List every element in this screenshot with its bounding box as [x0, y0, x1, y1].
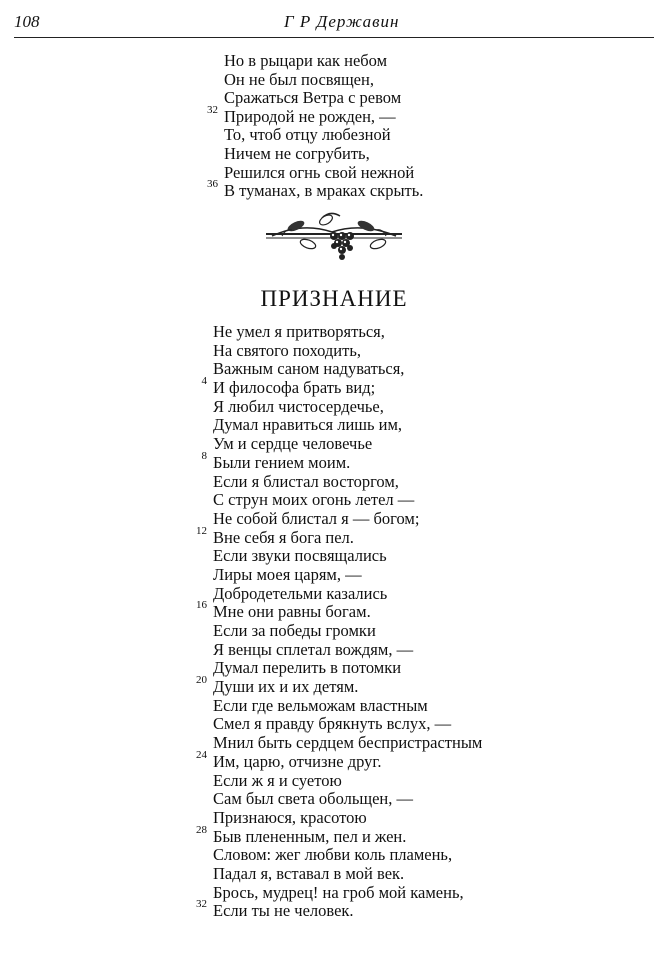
line-number: 36 — [207, 178, 218, 191]
poem-line-text: Вне себя я бога пел. — [213, 527, 354, 547]
poem-line — [224, 145, 423, 164]
poem-line-text: Добродетельми казались — [213, 583, 388, 603]
poem-line-text: Ум и сердце человечье — [213, 434, 373, 454]
poem-line — [213, 846, 482, 865]
poem-line-text: Если ж я и суетою — [213, 770, 342, 790]
poem-line-text: Если за победы громки — [213, 621, 376, 640]
line-number: 4 — [201, 375, 207, 388]
poem-line-text: И философа брать вид; — [213, 378, 376, 398]
poem-line — [213, 360, 482, 379]
poem-line — [213, 734, 482, 753]
poem-line — [201, 449, 482, 473]
poem-line — [213, 641, 482, 660]
poem-line-text: С струн моих огонь летел — — [213, 490, 415, 510]
poem-line-text: Мне они равны богам. — [213, 602, 371, 622]
poem-line-text: Если ты не человек. — [213, 901, 354, 921]
poem-line — [213, 697, 482, 716]
header-rule — [14, 37, 654, 38]
poem-line — [224, 126, 423, 145]
poem-line — [213, 491, 482, 510]
poem-line — [213, 865, 482, 884]
poem-line-text: Важным саном надуваться, — [213, 359, 405, 379]
poem-line-text: Мнил быть сердцем беспристрастным — [213, 733, 483, 753]
line-number: 16 — [196, 599, 207, 612]
poem-line-text: Думал нравиться лишь им, — [213, 415, 403, 435]
poem-line-text: Не собой блистал я — богом; — [213, 508, 420, 528]
poem-line — [224, 89, 423, 108]
line-number: 28 — [196, 823, 207, 836]
poem-line — [213, 510, 482, 529]
grape-vine-ornament-icon — [262, 208, 406, 262]
poem-line — [213, 547, 482, 566]
poem-line — [213, 884, 482, 903]
line-number: 12 — [196, 524, 207, 537]
poem-line-text: Словом: жег любви коль пламень, — [213, 845, 453, 865]
poem-line-text: Падал я, вставал в мой век. — [213, 863, 405, 883]
poem-line — [196, 898, 482, 921]
poem-line-text: Сам был света обольщен, — — [213, 789, 413, 809]
poem-line — [213, 566, 482, 585]
poem-line-text: То, чтоб отцу любезной — [224, 125, 391, 145]
poem-line — [213, 416, 482, 435]
line-number: 8 — [201, 449, 207, 462]
poem-line — [224, 71, 423, 90]
line-number: 32 — [196, 898, 207, 911]
poem-line-text: Были гением моим. — [213, 452, 351, 472]
poem-line — [196, 823, 482, 847]
poem-line — [207, 103, 423, 127]
poem-line-text: Ничем не согрубить, — [224, 143, 370, 163]
line-number: 20 — [196, 674, 207, 687]
poem-line-text: Если где вельможам властным — [213, 695, 428, 715]
poem-line-text: Лиры моея царям, — — [213, 564, 362, 584]
poem-fragment — [207, 51, 424, 201]
poem-line-text: Брось, мудрец! на гроб мой камень, — [213, 882, 464, 902]
poem-line — [224, 52, 423, 71]
poem-line — [213, 790, 482, 809]
poem-body — [196, 322, 483, 921]
poem-line — [213, 772, 482, 791]
poem-line — [196, 524, 482, 548]
poem-line-text: Я венцы сплетал вождям, — — [213, 639, 414, 659]
poem-line-text: Не умел я притворяться, — [213, 322, 385, 341]
poem-line — [213, 323, 482, 342]
poem-line-text: Признаюся, красотою — [213, 807, 367, 827]
poem-line — [213, 715, 482, 734]
poem-line — [213, 342, 482, 361]
poem-line — [196, 674, 482, 697]
poem-line-text: Им, царю, отчизне друг. — [213, 751, 382, 771]
poem-line — [196, 599, 482, 622]
poem-line-text: Сражаться Ветра с ревом — [224, 88, 402, 108]
poem-line-text: Если я блистал восторгом, — [213, 471, 399, 491]
poem-line — [213, 622, 482, 641]
poem-line-text: В туманах, в мраках скрыть. — [224, 181, 424, 201]
poem-line — [213, 398, 482, 417]
running-title: Г Р Державин — [284, 12, 400, 31]
poem-title: ПРИЗНАНИЕ — [260, 286, 408, 311]
page-header — [0, 0, 668, 40]
poem-line-text: Думал перелить в потомки — [213, 658, 402, 678]
poem-line-text: Если звуки посвящались — [213, 546, 387, 566]
poem-line-text: Он не был посвящен, — [224, 69, 374, 89]
poem-line — [224, 164, 423, 183]
page-number: 108 — [14, 12, 40, 31]
poem-line-text: Природой не рожден, — — [224, 106, 396, 126]
poem-line — [213, 809, 482, 828]
poem-line — [196, 748, 482, 772]
poem-line — [207, 178, 424, 201]
poem-line — [213, 659, 482, 678]
poem-line-text: Я любил чистосердечье, — [213, 396, 384, 416]
line-number: 24 — [196, 748, 207, 761]
poem-line-text: Души их и их детям. — [213, 677, 359, 697]
poem-line-text: Быв плененным, пел и жен. — [213, 826, 407, 846]
poem-line — [213, 585, 482, 604]
poem-line — [201, 375, 482, 398]
line-number: 32 — [207, 103, 218, 116]
poem-line — [213, 435, 482, 454]
poem-line-text: Решился огнь свой нежной — [224, 162, 415, 182]
poem-line — [213, 473, 482, 492]
poem-line-text: На святого походить, — [213, 340, 361, 360]
poem-line-text: Смел я правду брякнуть вслух, — — [213, 714, 452, 734]
poem-line-text: Но в рыцари как небом — [224, 51, 388, 70]
